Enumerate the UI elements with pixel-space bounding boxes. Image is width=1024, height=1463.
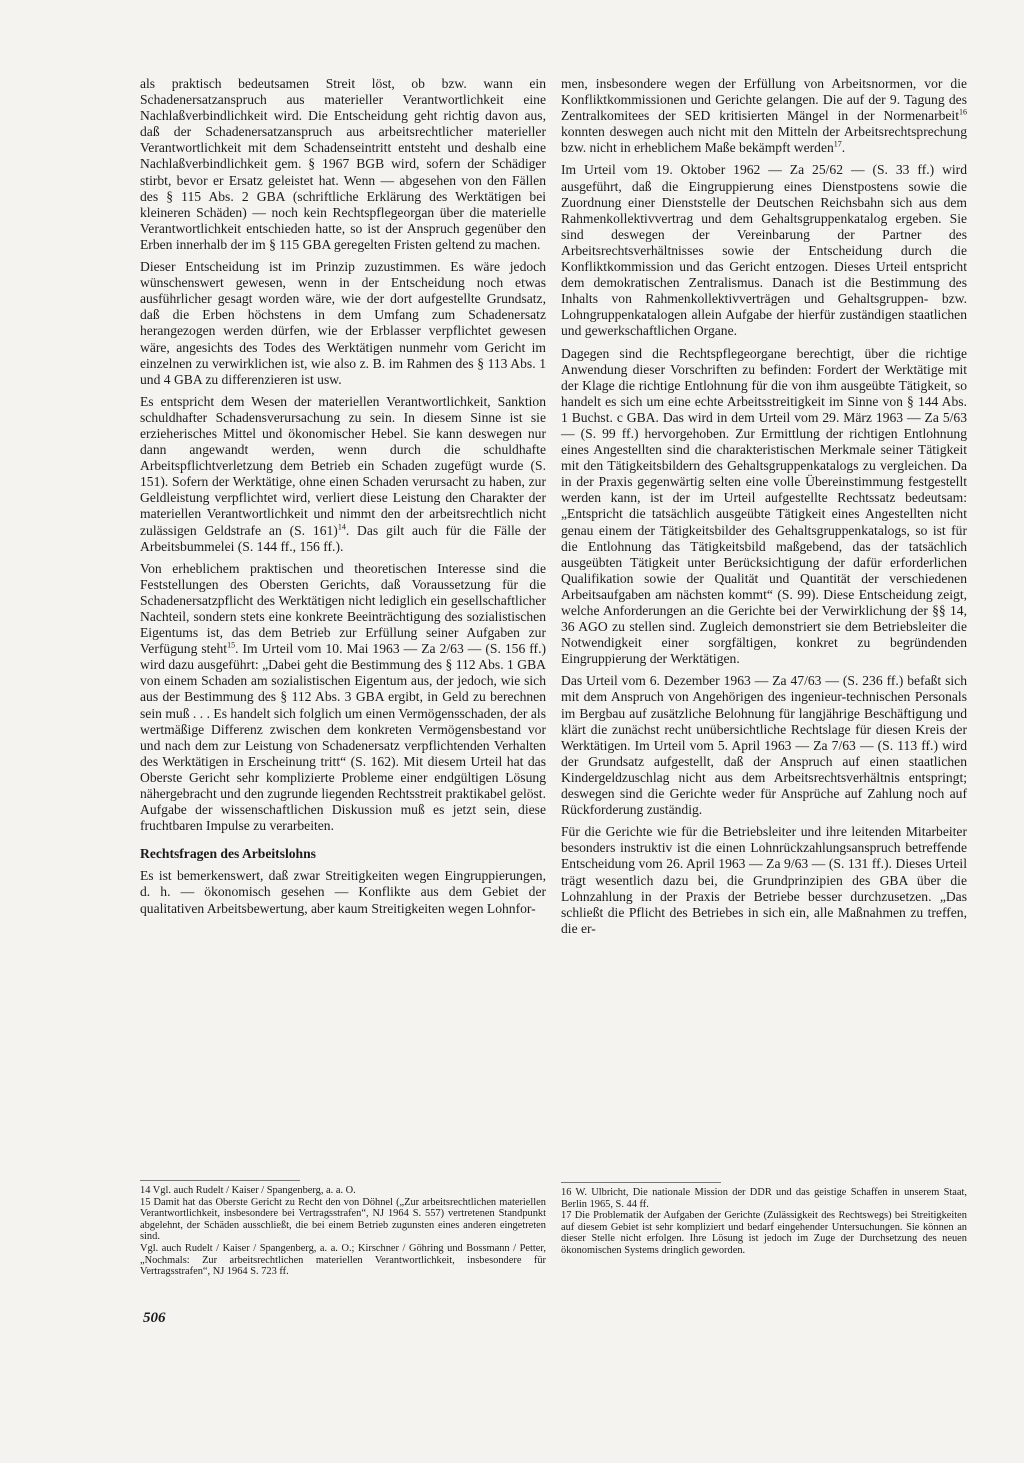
page-number: 506 — [143, 1310, 166, 1326]
footnote-mark: 14 — [337, 522, 346, 531]
paragraph: Von erheblichem praktischen und theoretischen Interesse sind die Feststellungen des Obersten Gerichts, daß Voraussetzung für die Schadenersatzpflicht des Werktätigen nicht lediglich ein gesellschaftlicher Nachteil, sondern stets eine konkrete Beeinträchtigung des sozialistischen Eigentums ist, das dem Betrieb zur Erfüllung seiner Aufgaben zur Verfügung steht$^{15}$. Im Urteil vom 10. Mai 1963 — Za 2/63 — (S. 156 ff.) wird dazu ausgeführt: „Dabei geht die Bestimmung des § 112 Abs. 1 GBA von einem Schaden am sozialistischen Eigentum aus, der jedoch, wie sich aus der Bestimmung des § 112 Abs. 3 GBA ergibt, in Geld zu berechnen sein muß . . . Es handelt sich folglich um einen Vermögensschaden, der als wertmäßige Differenz zwischen dem konkreten Vermögensbestand vor und nach dem zur Leistung von Schadenersatz verpflichtenden Verhalten des Werktätigen in Erscheinung tritt“ (S. 162). Mit diesem Urteil hat das Oberste Gericht sehr komplizierte Probleme einer endgültigen Lösung nähergebracht und den zugrunde liegenden Rechtsstreit praktikabel gelöst. Aufgabe der wissenschaftlichen Diskussion muß es jetzt sein, diese fruchtbaren Impulse zu verarbeiten. — [140, 560, 547, 834]
paragraph — [561, 673, 967, 818]
footnote: 16 W. Ulbricht, Die nationale Mission der DDR und das geistige Schaffen in unserem Staat, Berlin 1965, S. 44 ff. — [561, 1187, 967, 1210]
paragraph — [561, 346, 967, 668]
footnote-mark: 15 — [227, 640, 236, 650]
paragraph-text: als praktisch bedeutsamen Streit löst, ob bzw. wann ein Schadenersatzanspruch aus materieller Verantwortlichkeit eine Nachlaßverbindlichkeit wird. Die Entscheidung geht richtig davon aus, daß der Schadenersatzanspruch aus arbeitsrechtlicher materieller Verantwortlichkeit mit dem Schadenseintritt entsteht und deshalb eine Nachlaßverbindlichkeit gem. § 1967 BGB wird, sofern der Schädiger stirbt, bevor er Ersatz geleistet hat. Wenn — abgesehen von den Fällen des § 115 Abs. 2 GBA (schriftliche Erklärung des Werktätigen bei kleineren Schäden) — noch kein Rechtspflegeorgan über die materielle Verantwortlichkeit entschieden hatte, so ist der Anspruch gegenüber den Erben innerhalb der im § 115 GBA geregelten Fristen geltend zu machen. — [140, 76, 546, 252]
paragraph-text: Das gilt auch für die Fälle der Arbeitsbummelei (S. 144 ff., 156 ff.). — [140, 522, 546, 554]
paragraph-text: konnten deswegen auch nicht mit den Mitteln der Arbeitsrechtsprechung bzw. nicht in erheblichem Maße bekämpft werden — [561, 124, 967, 156]
section-heading: Rechtsfragen des Arbeitslohns — [140, 846, 316, 862]
footnote-divider — [140, 1180, 300, 1181]
paragraph — [140, 259, 546, 388]
paragraph-text: Im Urteil vom 10. Mai 1963 — Za 2/63 — (S. 156 ff.) wird dazu ausgeführt: „Dabei geht die Bestimmung des § 112 Abs. 1 GBA von einem Schaden am sozialistischen Eigentum aus, der jedoch, wie sich aus der Bestimmung des § 112 Abs. 3 GBA ergibt, in Geld zu berechnen sein muß . . . Es handelt sich folglich um einen Vermögensschaden, der als wertmäßige Differenz zwischen dem konkreten Vermögensbestand vor und nach dem zur Leistung von Schadenersatz verpflichtenden Verhalten des Werktätigen in Erscheinung tritt“ (S. 162). Mit diesem Urteil hat das Oberste Gericht sehr komplizierte Probleme einer endgültigen Lösung nähergebracht und den zugrunde liegenden Rechtsstreit praktikabel gelöst. Aufgabe der wissenschaftlichen Diskussion muß es jetzt sein, diese fruchtbaren Impulse zu verarbeiten. — [140, 641, 547, 834]
footnote: Vgl. auch Rudelt / Kaiser / Spangenberg, a. a. O.; Kirschner / Göhring und Bossmann / Petter, „Nochmals: Zur arbeitsrechtlichen materiellen Verantwortlichkeit, insbesondere für Vertragsstrafen“, NJ 1964 S. 723 ff. — [140, 1242, 546, 1278]
paragraph-text: men, insbesondere wegen der Erfüllung von Arbeitsnormen, vor die Konfliktkommissionen und Gerichte gelangen. Die auf der 9. Tagung des Zentralkomitees der SED kritisierten Mängel in der Normenarbeit — [561, 76, 967, 124]
paragraph-text: Das Urteil vom 6. Dezember 1963 — Za 47/63 — (S. 236 ff.) befaßt sich mit dem Anspruch von Angehörigen des ingenieur-technischen Personals im Bergbau auf zusätzliche Belohnung für langjährige Beschäftigung und klärt die zunächst recht unübersichtliche Rechtslage für diesen Kreis der Werktätigen. Im Urteil vom 5. April 1963 — Za 7/63 — (S. 113 ff.) wird der Grundsatz aufgestellt, daß der Anspruch auf einen staatlichen Kindergeldzuschlag nicht aus dem Arbeitsrechtsverhältnis entspringt; deswegen sind die Gerichte weder für Ansprüche auf Zahlung noch auf Rückforderung zuständig. — [561, 673, 967, 818]
paragraph-text: Dagegen sind die Rechtspflegeorgane berechtigt, über die richtige Anwendung dieser Vorschriften zu befinden: Fordert der Werktätige mit der Klage die richtige Entlohnung für die von ihm ausgeübte Tätigkeit, so handelt es sich um eine echte Arbeitsstreitigkeit im Sinne von § 144 Abs. 1 Buchst. c GBA. Das wird in dem Urteil vom 29. März 1963 — Za 5/63 — (S. 99 ff.) hervorgehoben. Zur Ermittlung der richtigen Entlohnung eines Angestellten sind die charakteristischen Merkmale seiner Tätigkeit mit den Tätigkeitsbildern des Gehaltsgruppenkatalogs zu vergleichen. Da in der Praxis gegenwärtig selten eine volle Übereinstimmung festgestellt werden kann, ist der im Urteil aufgestellte Rechtssatz bedeutsam: „Entspricht die tatsächlich ausgeübte Tätigkeit eines Angestellten nicht genau einem der Tätigkeitsbilder des Gehaltsgruppenkatalogs, so ist für die Entlohnung das Tätigkeitsbild maßgebend, das der tatsächlich ausgeübten Tätigkeit unter Berücksichtigung der dafür erforderlichen Qualifikation sowie der Qualität und Quantität der verschiedenen Arbeitsaufgaben am nächsten kommt“ (S. 99). Diese Entscheidung zeigt, welche Anforderungen an die Gerichte bei der Verwirklichung der §§ 14, 36 AGO zu stellen sind. Zugleich demonstriert sie dem Betriebsleiter die Notwendigkeit einer sorgfältigen, konkret zu begründenden Eingruppierung der Werktätigen. — [561, 345, 967, 667]
paragraph-text: Für die Gerichte wie für die Betriebsleiter und ihre leitenden Mitarbeiter besonders instruktiv ist die einen Lohnrückzahlungsanspruch betreffende Entscheidung vom 26. April 1963 — Za 9/63 — (S. 131 ff.). Dieses Urteil trägt wesentlich dazu bei, die Grundprinzipien des GBA über die Lohnzahlung in der Praxis der Betriebe besser durchzusetzen. „Das schließt die Pflicht des Betriebes in sich ein, alle Maßnahmen zu treffen, die er- — [561, 824, 967, 936]
paragraph-text: Es entspricht dem Wesen der materiellen Verantwortlichkeit, Sanktion schuldhafter Schadensverursachung zu sein. In diesem Sinne ist sie erzieherisches Mittel und ökonomischer Hebel. Sie kann deswegen nur dann angewandt werden, wenn durch die schuldhafte Arbeitspflichtverletzung dem Betrieb ein Schaden zugefügt wurde (S. 151). Sofern der Werktätige, ohne einen Schaden verursacht zu haben, zur Geldleistung verpflichtet wird, verliert diese Leistung den Charakter der materiellen Verantwortlichkeit und nimmt den der arbeitsrechtlich nicht zulässigen Geldstrafe an (S. 161) — [140, 393, 546, 538]
footnote-mark: 17 — [833, 139, 842, 149]
paragraph-text: Dieser Entscheidung ist im Prinzip zuzustimmen. Es wäre jedoch wünschenswert gewesen, wenn in der Entscheidung noch etwas ausführlicher gesagt worden wäre, wie der dort aufgestellte Grundsatz, daß die Erben höchstens in dem Umfang zum Schadenersatz herangezogen werden dürfen, wie der Erblasser verpflichtet gewesen wäre, angesichts des Todes des Werktätigen nunmehr vom Gericht im einzelnen zu verwirklichen ist, wie also z. B. im Rahmen des § 113 Abs. 1 und 4 GBA zu differenzieren ist usw. — [140, 259, 546, 387]
footnotes-right — [561, 1182, 967, 1257]
footnote: 15 Damit hat das Oberste Gericht zu Recht den von Döhnel („Zur arbeitsrechtlichen materiellen Verantwortlichkeit, insbesondere bei Vertragsstrafen“, NJ 1964 S. 557) vertretenen Standpunkt abgelehnt, der Schäden ausschließt, die bei einem Betrieb zugunsten eines anderen eingetreten sind. — [140, 1196, 546, 1243]
paragraph-text: Von erheblichem praktischen und theoretischen Interesse sind die Feststellungen des Obersten Gerichts, daß Voraussetzung für die Schadenersatzpflicht des Werktätigen nicht lediglich ein gesellschaftlicher Nachteil, sondern stets eine konkrete Beeinträchtigung des sozialistischen Eigentums ist, das dem Betrieb zur Erfüllung seiner Aufgaben zur Verfügung steht — [140, 560, 546, 657]
right-column — [561, 76, 967, 943]
paragraph-text: Im Urteil vom 19. Oktober 1962 — Za 25/62 — (S. 33 ff.) wird ausgeführt, daß die Eingruppierung eines Dienstpostens sowie die Zuordnung einer Dienststelle der Deutschen Reichsbahn sich aus dem Rahmenkollektivvertrag und dem Gehaltsgruppenkatalog ergeben. Sie sind deswegen der Vereinbarung der Partner des Arbeitsrechtsverhältnisses sowie der Entscheidung durch die Konfliktkommission und das Gericht entzogen. Dieses Urteil entspricht dem demokratischen Zentralismus. Danach ist die Bestimmung des Inhalts von Rahmenkollektivverträgen und Gehaltsgruppen- bzw. Lohngruppenkatalogen allein Aufgabe der hierfür zuständigen staatlichen und gewerkschaftlichen Organe. — [561, 162, 967, 339]
paragraph: Es entspricht dem Wesen der materiellen Verantwortlichkeit, Sanktion schuldhafter Schadensverursachung zu sein. In diesem Sinne ist sie erzieherisches Mittel und ökonomischer Hebel. Sie kann deswegen nur dann angewandt werden, wenn durch die schuldhafte Arbeitspflichtverletzung dem Betrieb ein Schaden zugefügt wurde (S. 151). Sofern der Werktätige, ohne einen Schaden verursacht zu haben, zur Geldleistung verpflichtet wird, verliert diese Leistung den Charakter der materiellen Verantwortlichkeit und nimmt den der arbeitsrechtlich nicht zulässigen Geldstrafe an (S. 161)$^{14}$. Das gilt auch für die Fälle der Arbeitsbummelei (S. 144 ff., 156 ff.). — [140, 393, 546, 554]
footnote: 17 Die Problematik der Aufgaben der Gerichte (Zulässigkeit des Rechtswegs) bei Streitigkeiten auf diesem Gebiet ist sehr kompliziert und bedarf eingehender Untersuchungen. Sie können an dieser Stelle nicht erfolgen. Ihre Lösung ist jedoch im Zuge der Durchsetzung des neuen ökonomischen Systems dringlich geworden. — [561, 1210, 967, 1256]
paragraph-text: Es ist bemerkenswert, daß zwar Streitigkeiten wegen Eingruppierungen, d. h. — ökonomisch gesehen — Konflikte aus dem Gebiet der qualitativen Arbeitsbewertung, aber kaum Streitigkeiten wegen Lohnfor- — [140, 868, 546, 916]
paragraph — [140, 868, 546, 916]
footnote: 14 Vgl. auch Rudelt / Kaiser / Spangenberg, a. a. O. — [140, 1185, 356, 1196]
paragraph: men, insbesondere wegen der Erfüllung von Arbeitsnormen, vor die Konfliktkommissionen und Gerichte gelangen. Die auf der 9. Tagung des Zentralkomitees der SED kritisierten Mängel in der Normenarbeit$^{16}$ konnten deswegen auch nicht mit den Mitteln der Arbeitsrechtsprechung bzw. nicht in erheblichem Maße bekämpft werden$^{17}$. — [561, 76, 967, 156]
paragraph — [140, 76, 546, 253]
left-column — [140, 76, 546, 923]
footnote-mark: 16 — [959, 107, 967, 117]
paragraph — [561, 162, 967, 339]
footnotes-left — [140, 1180, 546, 1278]
footnote-divider — [561, 1182, 721, 1183]
paragraph — [561, 824, 967, 937]
